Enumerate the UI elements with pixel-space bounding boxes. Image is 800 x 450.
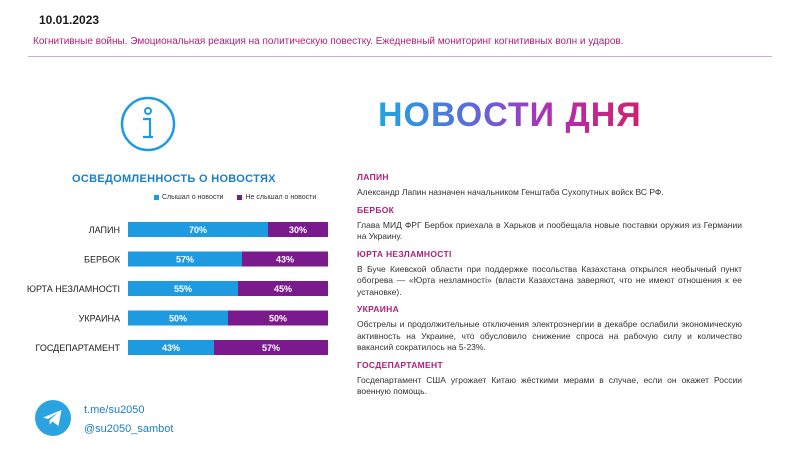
news-text: Обстрелы и продолжительные отключения электроэнергии в декабре ослабили экономическую активность на Украине, что обусловило снижение спроса на рабочую силу и количество вакансий сократилось на 5-23%.	[357, 319, 742, 352]
news-item	[357, 360, 742, 398]
legend-label-heard: Слышал о новости	[162, 194, 224, 201]
chart-legend	[154, 194, 316, 201]
news-text: Александр Лапин назначен начальником Генштаба Сухопутных войск ВС РФ.	[357, 187, 664, 197]
news-heading: БЕРБОК	[357, 204, 395, 215]
data-label: 50%	[168, 313, 188, 324]
data-label: 43%	[275, 254, 295, 265]
telegram-icon[interactable]	[35, 400, 71, 436]
category-label: ЮРТА НЕЗЛАМНОСТІ	[26, 284, 120, 294]
legend-item-not-heard	[237, 194, 316, 201]
news-heading: ЛАПИН	[357, 172, 389, 182]
news-text: В Буче Киевской области при поддержке посольства Казахстана открылся необычный пункт обогрева — «Юрта незламності» (власти Казахстана заверяют, что не имеют отношения к ее установке).	[357, 263, 742, 297]
header-subtitle: Когнитивные войны. Эмоциональная реакция на политическую повестку. Ежедневный мониторинг когнитивных волн и ударов.	[33, 36, 624, 47]
awareness-bar-chart	[0, 210, 340, 365]
data-label: 43%	[161, 343, 181, 353]
news-list	[357, 172, 742, 404]
category-label: ЛАПИН	[88, 225, 120, 235]
category-label: УКРАИНА	[78, 313, 120, 324]
news-item	[357, 304, 742, 354]
news-of-day-title: НОВОСТИ ДНЯ	[378, 96, 642, 134]
data-label: 45%	[273, 284, 293, 294]
news-heading: ЮРТА НЕЗЛАМНОСТІ	[357, 248, 452, 259]
report-date: 10.01.2023	[39, 13, 100, 27]
category-label: БЕРБОК	[84, 254, 120, 265]
legend-label-not-heard: Не слышал о новости	[245, 194, 317, 201]
data-label: 70%	[188, 225, 208, 235]
chart-title: ОСВЕДОМЛЕННОСТЬ О НОВОСТЯХ	[72, 173, 276, 185]
data-label: 57%	[175, 254, 195, 265]
telegram-channel-link[interactable]: t.me/su2050	[84, 404, 145, 416]
data-label: 57%	[261, 343, 281, 353]
data-label: 30%	[288, 225, 308, 235]
news-item	[357, 249, 742, 299]
data-label: 50%	[268, 313, 288, 324]
news-text: Госдепартамент США угрожает Китаю жёсткими мерами в случае, если он окажет России военную помощь.	[357, 374, 742, 396]
category-label: ГОСДЕПАРТАМЕНТ	[35, 343, 120, 353]
data-label: 55%	[173, 284, 193, 294]
news-heading: УКРАИНА	[357, 304, 400, 314]
info-icon	[119, 95, 177, 153]
telegram-bot-handle[interactable]: @su2050_sambot	[84, 423, 174, 435]
news-item	[357, 172, 742, 199]
legend-swatch-heard	[154, 195, 159, 200]
legend-swatch-not-heard	[237, 195, 242, 200]
news-text: Глава МИД ФРГ Бербок приехала в Харьков и пообещала новые поставки оружия из Германии на Украину.	[357, 219, 742, 241]
legend-item-heard	[154, 194, 223, 201]
news-heading: ГОСДЕПАРТАМЕНТ	[357, 359, 443, 370]
header-divider	[28, 56, 772, 57]
news-item	[357, 205, 742, 243]
